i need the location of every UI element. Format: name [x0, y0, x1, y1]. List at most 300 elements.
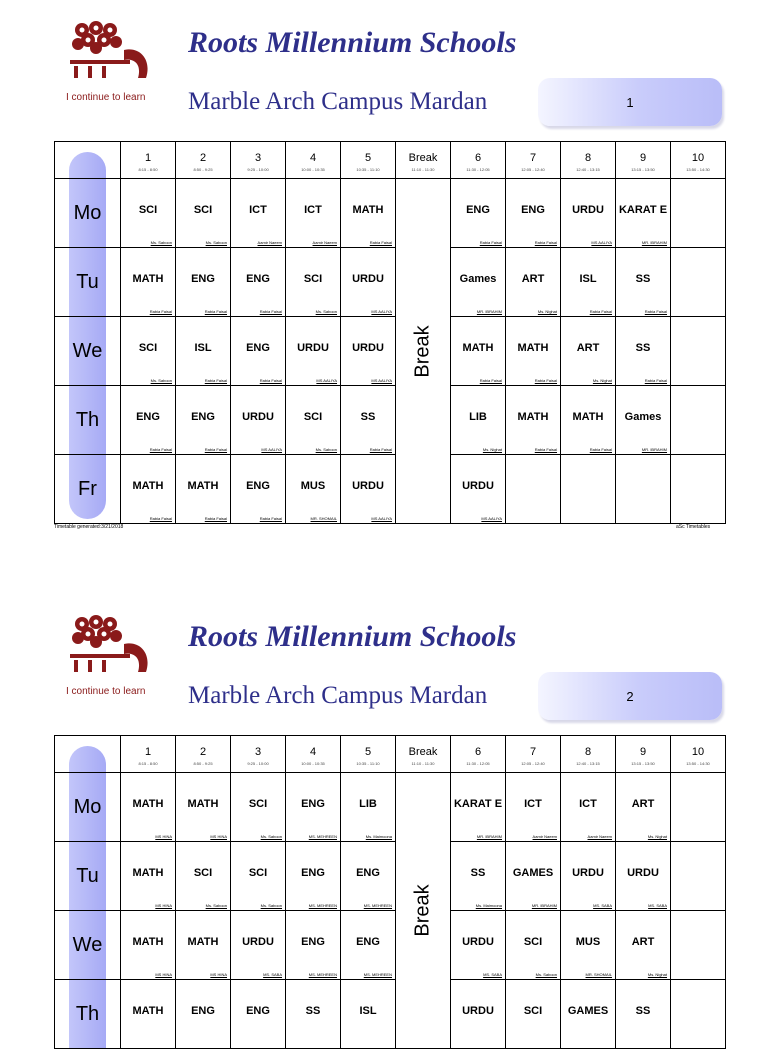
subject-label: SS: [305, 1004, 321, 1017]
teacher-name: Rabia Faisal: [259, 309, 282, 314]
teacher-name: Rabia Faisal: [149, 516, 172, 521]
period-number: 9: [639, 745, 647, 758]
teacher-name: Ms. Nighat: [592, 378, 612, 383]
lesson-cell: [341, 455, 396, 524]
teacher-name: MR. IBRAHIM: [476, 309, 502, 314]
period-header-2: [176, 736, 231, 773]
school-logo: [66, 610, 160, 697]
subject-label: ENG: [301, 866, 325, 879]
day-cell: [55, 842, 121, 911]
teacher-name: Ms. Saboon: [205, 903, 227, 908]
subject-label: ISL: [579, 272, 597, 285]
subject-label: URDU: [462, 935, 494, 948]
teacher-name: MS. MEHREEN: [308, 834, 337, 839]
lesson-cell: [561, 179, 616, 248]
subject-label: ENG: [191, 410, 215, 423]
lesson-cell: [671, 980, 726, 1049]
day-cell: [55, 248, 121, 317]
period-time: 13:15 - 13:50: [631, 166, 655, 172]
lesson-cell: [506, 842, 561, 911]
period-number: 2: [199, 745, 207, 758]
teacher-name: Rabia Faisal: [589, 447, 612, 452]
teacher-name: Ms. Maimoona: [475, 903, 502, 908]
subject-label: MATH: [132, 935, 164, 948]
subject-label: ICT: [304, 203, 322, 216]
day-column-band: [69, 152, 106, 178]
subject-label: ENG: [191, 1004, 215, 1017]
day-row: [55, 317, 726, 386]
lesson-cell: [451, 179, 506, 248]
lesson-cell: [671, 911, 726, 980]
lesson-cell: [286, 386, 341, 455]
lesson-cell: [176, 911, 231, 980]
lesson-cell: [341, 773, 396, 842]
lesson-cell: [506, 980, 561, 1049]
teacher-name: MS. SABA: [483, 972, 502, 977]
teacher-name: MR. IBRAHIM: [476, 834, 502, 839]
teacher-name: MS AALIYA: [316, 378, 337, 383]
teacher-name: MS. MEHREEN: [308, 903, 337, 908]
lesson-cell: [616, 317, 671, 386]
subject-label: SCI: [138, 203, 158, 216]
teacher-name: MS HINA: [155, 834, 172, 839]
teacher-name: Ms. Maimoona: [365, 834, 392, 839]
day-column-band: [69, 746, 106, 772]
lesson-cell: [671, 842, 726, 911]
subject-label: MATH: [462, 341, 494, 354]
lesson-cell: [176, 980, 231, 1049]
day-row: [55, 842, 726, 911]
period-header-1: [121, 142, 176, 179]
subject-label: MATH: [572, 410, 604, 423]
day-cell: [55, 980, 121, 1049]
period-time: 10:00 - 10:35: [301, 166, 325, 172]
lesson-cell: [561, 773, 616, 842]
lesson-cell: [286, 842, 341, 911]
teacher-name: MS. SABA: [263, 972, 282, 977]
campus-title: Marble Arch Campus Mardan: [188, 88, 488, 115]
lesson-cell: [506, 317, 561, 386]
lesson-cell: [231, 455, 286, 524]
period-header-row: [55, 142, 726, 179]
lesson-cell: [286, 773, 341, 842]
footer-brand: aSc Timetables: [676, 524, 711, 530]
lesson-cell: [671, 773, 726, 842]
lesson-cell: [231, 317, 286, 386]
period-header-5: [341, 142, 396, 179]
teacher-name: Rabia Faisal: [149, 447, 172, 452]
period-number: 10: [691, 745, 705, 758]
day-name: Mo: [73, 795, 102, 818]
logo-tagline: I continue to learn: [66, 92, 146, 103]
period-time: 9:25 - 10:00: [247, 760, 269, 766]
period-number: 1: [144, 745, 152, 758]
period-header-5: [341, 736, 396, 773]
day-name: We: [72, 339, 103, 362]
teacher-name: Ms. Saboon: [315, 309, 337, 314]
day-cell: [55, 386, 121, 455]
lesson-cell: [341, 911, 396, 980]
lesson-cell: [451, 773, 506, 842]
lesson-cell: [451, 248, 506, 317]
subject-label: ART: [576, 341, 600, 354]
day-name: Mo: [73, 201, 102, 224]
subject-label: ENG: [356, 866, 380, 879]
lesson-cell: [616, 773, 671, 842]
period-number: Break: [408, 745, 438, 758]
lesson-cell: [616, 980, 671, 1049]
class-label: 2: [626, 688, 634, 704]
subject-label: ENG: [356, 935, 380, 948]
subject-label: ENG: [466, 203, 490, 216]
teacher-name: Rabia Faisal: [479, 240, 502, 245]
lesson-cell: [286, 179, 341, 248]
subject-label: MATH: [517, 410, 549, 423]
teacher-name: MS HINA: [210, 834, 227, 839]
subject-label: MATH: [187, 797, 219, 810]
lesson-cell: [506, 773, 561, 842]
break-column: [396, 179, 451, 524]
day-name: Tu: [76, 864, 99, 887]
period-header-1: [121, 736, 176, 773]
teacher-name: Aamir Naeem: [587, 834, 612, 839]
teacher-name: Rabia Faisal: [149, 309, 172, 314]
day-name: Fr: [78, 477, 97, 500]
subject-label: MATH: [517, 341, 549, 354]
subject-label: URDU: [572, 203, 604, 216]
subject-label: URDU: [627, 866, 659, 879]
lesson-cell: [451, 317, 506, 386]
day-row: [55, 911, 726, 980]
teacher-name: Rabia Faisal: [259, 378, 282, 383]
subject-label: ART: [631, 797, 655, 810]
period-number: 10: [691, 151, 705, 164]
lesson-cell: [506, 179, 561, 248]
period-number: 5: [364, 745, 372, 758]
lesson-cell: [616, 248, 671, 317]
period-number: 7: [529, 745, 537, 758]
lesson-cell: [616, 911, 671, 980]
lesson-cell: [341, 248, 396, 317]
period-header-2: [176, 142, 231, 179]
lesson-cell: [451, 911, 506, 980]
day-row: [55, 386, 726, 455]
school-logo: [66, 16, 160, 103]
subject-label: URDU: [297, 341, 329, 354]
break-label: Break: [411, 324, 434, 378]
period-time: 9:25 - 10:00: [247, 166, 269, 172]
subject-label: ISL: [359, 1004, 377, 1017]
lesson-cell: [286, 248, 341, 317]
logo-tagline: I continue to learn: [66, 686, 146, 697]
period-time: 10:35 - 11:10: [356, 760, 380, 766]
subject-label: MATH: [132, 479, 164, 492]
tree-logo-icon: [66, 16, 160, 80]
period-header-break: [396, 142, 451, 179]
subject-label: SS: [360, 410, 376, 423]
subject-label: SS: [635, 1004, 651, 1017]
period-header-3: [231, 736, 286, 773]
teacher-name: Ms. Saboon: [205, 240, 227, 245]
subject-label: SCI: [523, 1004, 543, 1017]
subject-label: ISL: [194, 341, 212, 354]
teacher-name: MS HINA: [210, 972, 227, 977]
subject-label: SS: [635, 272, 651, 285]
lesson-cell: [341, 386, 396, 455]
subject-label: URDU: [462, 479, 494, 492]
teacher-name: MS. MEHREEN: [363, 903, 392, 908]
period-time: 12:40 - 13:15: [576, 166, 600, 172]
teacher-name: MS AALIYA: [371, 516, 392, 521]
day-name: We: [72, 933, 103, 956]
lesson-cell: [176, 386, 231, 455]
period-header-9: [616, 736, 671, 773]
lesson-cell: [176, 455, 231, 524]
lesson-cell: [341, 980, 396, 1049]
lesson-cell: [561, 455, 616, 524]
subject-label: GAMES: [512, 866, 554, 879]
teacher-name: Ms. Nighat: [482, 447, 502, 452]
period-header-8: [561, 736, 616, 773]
teacher-name: MR. SHOMAIL: [310, 516, 337, 521]
teacher-name: Ms. Nighat: [537, 309, 557, 314]
day-cell: [55, 317, 121, 386]
period-number: 2: [199, 151, 207, 164]
lesson-cell: [121, 842, 176, 911]
lesson-cell: [176, 773, 231, 842]
lesson-cell: [671, 455, 726, 524]
lesson-cell: [506, 911, 561, 980]
subject-label: ENG: [246, 341, 270, 354]
day-cell: [55, 911, 121, 980]
subject-label: SS: [635, 341, 651, 354]
lesson-cell: [561, 980, 616, 1049]
lesson-cell: [561, 911, 616, 980]
period-time: 12:05 - 12:40: [521, 760, 545, 766]
teacher-name: Rabia Faisal: [259, 516, 282, 521]
lesson-cell: [121, 773, 176, 842]
teacher-name: Rabia Faisal: [644, 378, 667, 383]
day-cell: [55, 773, 121, 842]
lesson-cell: [121, 317, 176, 386]
teacher-name: MS. MEHREEN: [363, 972, 392, 977]
period-header-6: [451, 142, 506, 179]
subject-label: URDU: [352, 479, 384, 492]
period-number: 1: [144, 151, 152, 164]
subject-label: ENG: [136, 410, 160, 423]
tree-logo-icon: [66, 610, 160, 674]
period-time: 11:10 - 11:30: [411, 166, 435, 172]
lesson-cell: [231, 179, 286, 248]
teacher-name: Rabia Faisal: [644, 309, 667, 314]
subject-label: MUS: [575, 935, 601, 948]
period-time: 12:05 - 12:40: [521, 166, 545, 172]
teacher-name: Ms. Nighat: [647, 972, 667, 977]
subject-label: SCI: [193, 203, 213, 216]
lesson-cell: [286, 911, 341, 980]
lesson-cell: [616, 386, 671, 455]
teacher-name: Rabia Faisal: [369, 447, 392, 452]
lesson-cell: [176, 842, 231, 911]
subject-label: MATH: [132, 1004, 164, 1017]
lesson-cell: [121, 980, 176, 1049]
lesson-cell: [231, 773, 286, 842]
subject-label: URDU: [572, 866, 604, 879]
day-name: Th: [75, 408, 100, 431]
subject-label: ENG: [301, 935, 325, 948]
lesson-cell: [121, 179, 176, 248]
subject-label: MATH: [187, 935, 219, 948]
period-time: 8:50 - 9:25: [193, 166, 213, 172]
period-header-9: [616, 142, 671, 179]
day-row: [55, 773, 726, 842]
subject-label: ENG: [246, 479, 270, 492]
subject-label: URDU: [352, 341, 384, 354]
timetable-grid: [54, 735, 726, 1049]
lesson-cell: [451, 455, 506, 524]
day-name: Tu: [76, 270, 99, 293]
teacher-name: Rabia Faisal: [369, 240, 392, 245]
lesson-cell: [286, 455, 341, 524]
subject-label: LIB: [359, 797, 377, 810]
teacher-name: Rabia Faisal: [589, 309, 612, 314]
lesson-cell: [561, 248, 616, 317]
period-time: 10:00 - 10:35: [301, 760, 325, 766]
lesson-cell: [121, 911, 176, 980]
subject-label: ART: [521, 272, 545, 285]
timetable-grid: [54, 141, 726, 524]
subject-label: ENG: [246, 272, 270, 285]
lesson-cell: [176, 248, 231, 317]
lesson-cell: [506, 248, 561, 317]
period-header-break: [396, 736, 451, 773]
teacher-name: MR. IBRAHIM: [641, 447, 667, 452]
teacher-name: MS HINA: [155, 972, 172, 977]
lesson-cell: [671, 386, 726, 455]
period-header-8: [561, 142, 616, 179]
subject-label: URDU: [242, 410, 274, 423]
subject-label: URDU: [462, 1004, 494, 1017]
period-number: 8: [584, 745, 592, 758]
lesson-cell: [121, 455, 176, 524]
subject-label: ENG: [301, 797, 325, 810]
period-time: 8:50 - 9:25: [193, 760, 213, 766]
corner-cell: [55, 736, 121, 773]
lesson-cell: [121, 386, 176, 455]
period-time: 11:10 - 11:30: [411, 760, 435, 766]
subject-label: SCI: [523, 935, 543, 948]
period-number: 4: [309, 151, 317, 164]
period-time: 11:30 - 12:05: [466, 166, 490, 172]
day-row: [55, 248, 726, 317]
class-label-badge: [538, 672, 722, 720]
subject-label: SCI: [303, 272, 323, 285]
subject-label: LIB: [469, 410, 487, 423]
period-header-6: [451, 736, 506, 773]
subject-label: SCI: [193, 866, 213, 879]
teacher-name: MS AALIYA: [371, 378, 392, 383]
subject-label: KARAT E: [453, 797, 503, 810]
teacher-name: MS AALIYA: [261, 447, 282, 452]
period-number: 7: [529, 151, 537, 164]
teacher-name: MS. MEHREEN: [308, 972, 337, 977]
subject-label: MATH: [132, 272, 164, 285]
period-header-4: [286, 736, 341, 773]
lesson-cell: [231, 386, 286, 455]
period-number: 5: [364, 151, 372, 164]
period-number: 6: [474, 151, 482, 164]
period-header-7: [506, 736, 561, 773]
teacher-name: Ms. Saboon: [315, 447, 337, 452]
day-cell: [55, 179, 121, 248]
subject-label: SCI: [248, 866, 268, 879]
period-header-10: [671, 736, 726, 773]
subject-label: ICT: [524, 797, 542, 810]
footer-generated: Timetable generated:3/21/2018: [54, 524, 124, 530]
teacher-name: Ms. Nighat: [647, 834, 667, 839]
period-time: 12:40 - 13:15: [576, 760, 600, 766]
lesson-cell: [176, 179, 231, 248]
subject-label: SCI: [138, 341, 158, 354]
period-number: 8: [584, 151, 592, 164]
subject-label: ART: [631, 935, 655, 948]
teacher-name: Rabia Faisal: [204, 378, 227, 383]
lesson-cell: [561, 842, 616, 911]
lesson-cell: [286, 980, 341, 1049]
teacher-name: Rabia Faisal: [204, 309, 227, 314]
period-time: 13:50 - 14:30: [686, 760, 710, 766]
teacher-name: MS. SABA: [593, 903, 612, 908]
lesson-cell: [231, 980, 286, 1049]
subject-label: URDU: [242, 935, 274, 948]
subject-label: ENG: [191, 272, 215, 285]
lesson-cell: [341, 317, 396, 386]
subject-label: MATH: [132, 866, 164, 879]
subject-label: SCI: [248, 797, 268, 810]
period-header-3: [231, 142, 286, 179]
teacher-name: MR. SHOMAIL: [585, 972, 612, 977]
period-header-10: [671, 142, 726, 179]
teacher-name: MS AALIYA: [481, 516, 502, 521]
campus-title: Marble Arch Campus Mardan: [188, 682, 488, 709]
period-number: 6: [474, 745, 482, 758]
lesson-cell: [616, 179, 671, 248]
lesson-cell: [231, 842, 286, 911]
teacher-name: Ms. Saboon: [150, 240, 172, 245]
period-number: 9: [639, 151, 647, 164]
day-row: [55, 980, 726, 1049]
lesson-cell: [506, 386, 561, 455]
teacher-name: Rabia Faisal: [204, 516, 227, 521]
subject-label: MATH: [187, 479, 219, 492]
teacher-name: MS AALIYA: [371, 309, 392, 314]
day-row: [55, 455, 726, 524]
period-time: 10:35 - 11:10: [356, 166, 380, 172]
break-column: [396, 773, 451, 1049]
period-number: 4: [309, 745, 317, 758]
teacher-name: Ms. Saboon: [260, 903, 282, 908]
teacher-name: MS HINA: [155, 903, 172, 908]
subject-label: Games: [459, 272, 497, 285]
teacher-name: Rabia Faisal: [204, 447, 227, 452]
teacher-name: Rabia Faisal: [534, 378, 557, 383]
period-time: 8:15 - 8:50: [138, 760, 158, 766]
subject-label: SS: [470, 866, 486, 879]
day-name: Th: [75, 1002, 100, 1025]
lesson-cell: [341, 179, 396, 248]
lesson-cell: [506, 455, 561, 524]
subject-label: KARAT E: [618, 203, 668, 216]
